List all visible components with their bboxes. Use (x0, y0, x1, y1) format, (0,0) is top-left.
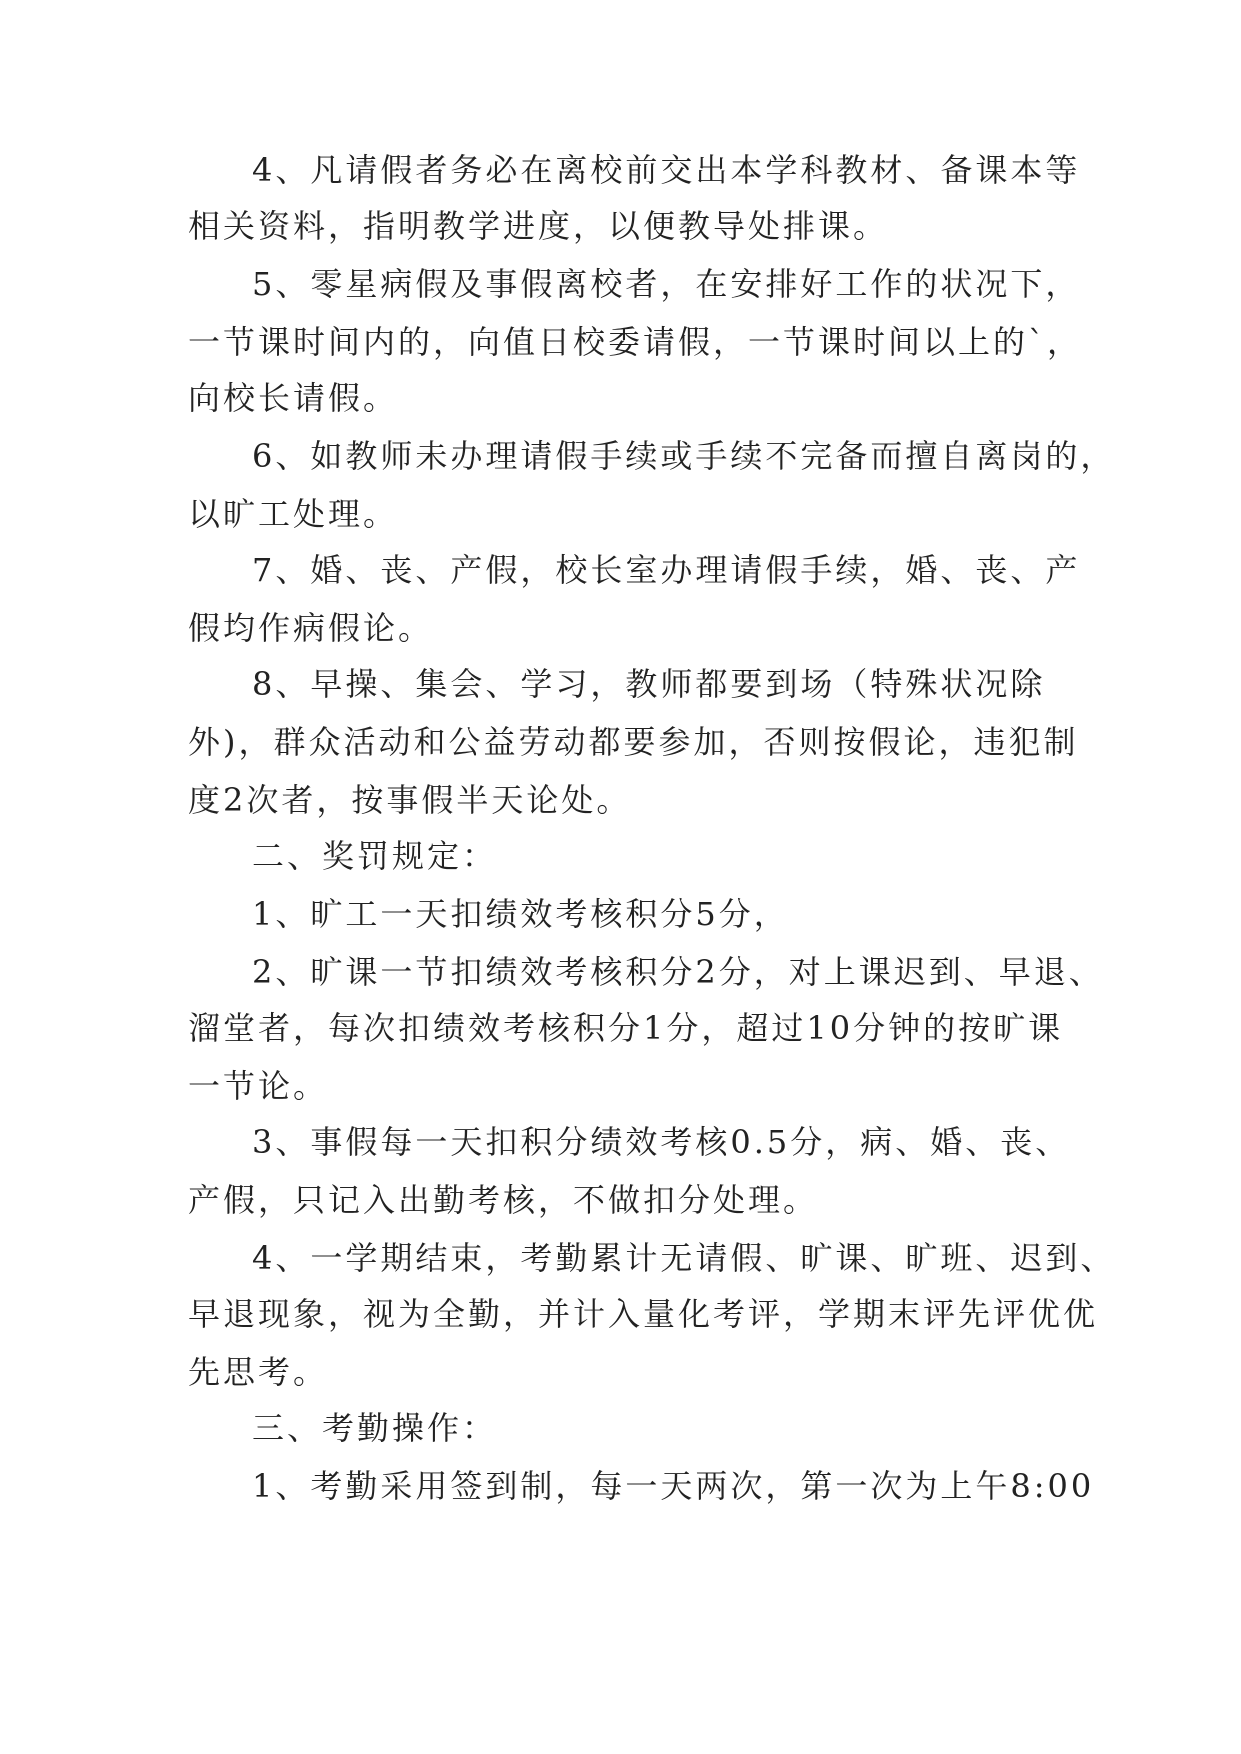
text-line: 7、婚、丧、产假，校长室办理请假手续，婚、丧、产 (252, 551, 1081, 589)
text-line: 相关资料，指明教学进度，以便教导处排课。 (188, 207, 889, 245)
text-line: 5、零星病假及事假离校者，在安排好工作的状况下， (252, 265, 1081, 303)
text-line: 以旷工处理。 (188, 495, 399, 533)
text-line: 1、考勤采用签到制，每一天两次，第一次为上午8:00 (252, 1467, 1095, 1505)
text-line: 6、如教师未办理请假手续或手续不完备而擅自离岗的， (252, 437, 1116, 475)
text-line: 向校长请假。 (188, 379, 399, 417)
text-line: 度2次者，按事假半天论处。 (188, 781, 632, 819)
text-line: 先思考。 (188, 1353, 329, 1391)
section-heading: 二、奖罚规定： (252, 837, 498, 875)
text-line: 4、一学期结束，考勤累计无请假、旷课、旷班、迟到、 (252, 1239, 1116, 1277)
text-line: 早退现象，视为全勤，并计入量化考评，学期末评先评优优 (188, 1295, 1099, 1333)
text-line: 一节论。 (188, 1067, 329, 1105)
section-heading: 三、考勤操作： (252, 1409, 498, 1447)
text-line: 1、旷工一天扣绩效考核积分5分， (252, 895, 789, 933)
text-line: 产假，只记入出勤考核，不做扣分处理。 (188, 1181, 819, 1219)
text-line: 4、凡请假者务必在离校前交出本学科教材、备课本等 (252, 151, 1081, 189)
text-line: 溜堂者，每次扣绩效考核积分1分，超过10分钟的按旷课 (188, 1009, 1064, 1047)
text-line: 3、事假每一天扣积分绩效考核0.5分，病、婚、丧、 (252, 1123, 1071, 1161)
text-line: 假均作病假论。 (188, 609, 434, 647)
text-line: 2、旷课一节扣绩效考核积分2分，对上课迟到、早退、 (252, 953, 1104, 991)
text-line: 外)，群众活动和公益劳动都要参加，否则按假论，违犯制 (188, 723, 1079, 761)
text-line: 8、早操、集会、学习，教师都要到场（特殊状况除 (252, 665, 1046, 703)
text-line: 一节课时间内的，向值日校委请假，一节课时间以上的`， (188, 323, 1083, 361)
